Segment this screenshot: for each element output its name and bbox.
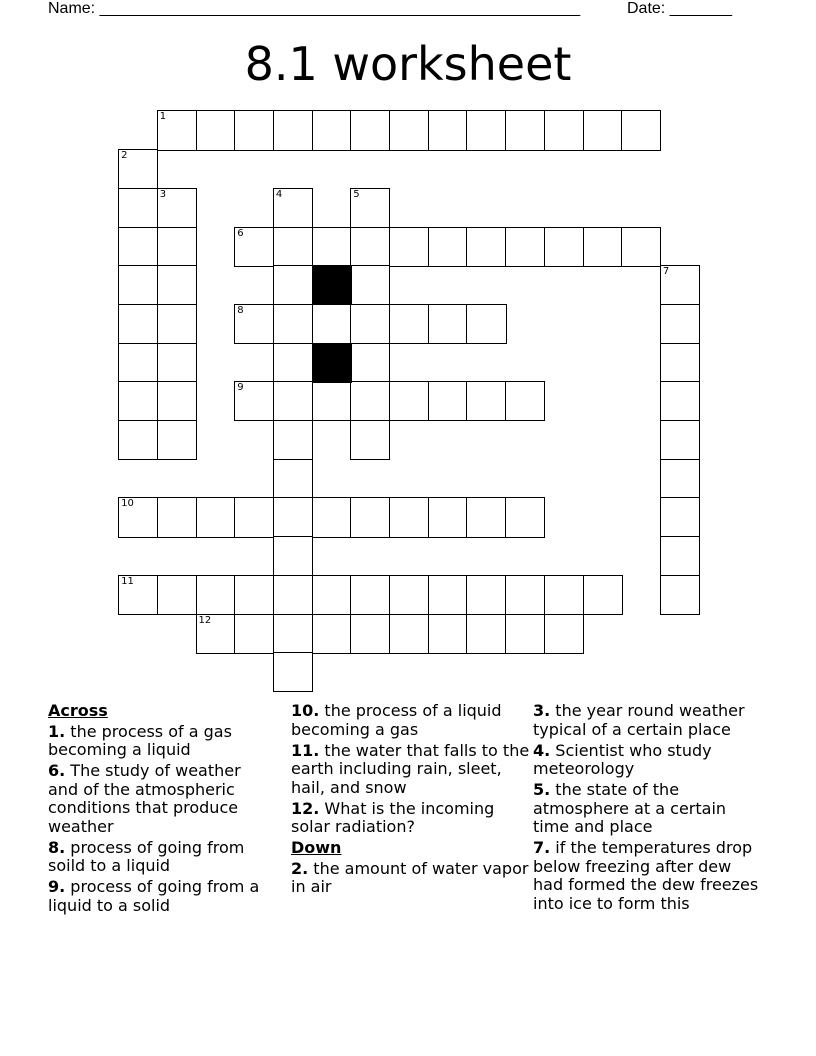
clue-number: 5.: [533, 780, 551, 799]
grid-cell[interactable]: [157, 304, 197, 344]
grid-cell[interactable]: [350, 575, 390, 615]
grid-cell[interactable]: [273, 459, 313, 499]
grid-cell[interactable]: [466, 304, 506, 344]
grid-cell[interactable]: [544, 575, 584, 615]
clue-across-12: [291, 800, 531, 837]
grid-cell[interactable]: [505, 381, 545, 421]
grid-cell[interactable]: [196, 497, 236, 537]
grid-cell[interactable]: [466, 381, 506, 421]
grid-cell[interactable]: [389, 614, 429, 654]
grid-cell[interactable]: [466, 110, 506, 150]
grid-cell[interactable]: [660, 497, 700, 537]
grid-cell[interactable]: [312, 110, 352, 150]
grid-cell[interactable]: [660, 381, 700, 421]
clue-down-3: [533, 702, 763, 739]
clue-text: process of going from soild to a liquid: [48, 837, 245, 875]
grid-cell[interactable]: [660, 343, 700, 383]
clue-text: process of going from a liquid to a solid: [48, 877, 260, 915]
clue-text: the process of a gas becoming a liquid: [48, 721, 232, 759]
grid-cell[interactable]: [118, 149, 158, 189]
grid-cell[interactable]: [273, 420, 313, 460]
clue-across-10: [291, 702, 531, 739]
grid-cell[interactable]: [273, 227, 313, 267]
clue-number-label: 11: [121, 575, 134, 587]
grid-cell[interactable]: [583, 575, 623, 615]
grid-cell[interactable]: [273, 536, 313, 576]
grid-cell[interactable]: [273, 497, 313, 537]
clue-down-7: [533, 839, 763, 913]
grid-cell[interactable]: [544, 614, 584, 654]
grid-cell[interactable]: [157, 227, 197, 267]
clue-number-label: 6: [237, 227, 244, 239]
clue-number: 10.: [291, 701, 320, 720]
clue-text: Scientist who study meteorology: [533, 740, 712, 778]
clue-text: the process of a liquid becoming a gas: [291, 701, 502, 739]
grid-cell[interactable]: [118, 304, 158, 344]
grid-cell[interactable]: [118, 381, 158, 421]
grid-cell[interactable]: [234, 110, 274, 150]
grid-cell[interactable]: [389, 304, 429, 344]
grid-cell[interactable]: [273, 343, 313, 383]
page-title: 8.1 worksheet: [244, 37, 572, 91]
grid-cell[interactable]: [660, 575, 700, 615]
grid-cell[interactable]: [312, 304, 352, 344]
clue-number-label: 9: [237, 382, 244, 394]
grid-cell[interactable]: [544, 227, 584, 267]
clues-column-2: [291, 702, 531, 899]
clue-number-label: 4: [275, 188, 283, 200]
grid-cell[interactable]: [196, 614, 236, 654]
clue-number-label: 8: [237, 304, 244, 316]
clue-text: the water that falls to the earth including rain, sleet, hail, and snow: [291, 740, 530, 797]
grid-cell[interactable]: [312, 575, 352, 615]
grid-cell[interactable]: [660, 420, 700, 460]
clues-column-1: [48, 702, 273, 918]
grid-cell[interactable]: [428, 575, 468, 615]
grid-cell[interactable]: [157, 420, 197, 460]
grid-cell[interactable]: [505, 227, 545, 267]
grid-cell[interactable]: [234, 575, 274, 615]
grid-cell[interactable]: [312, 497, 352, 537]
grid-cell[interactable]: [350, 497, 390, 537]
grid-cell[interactable]: [583, 227, 623, 267]
grid-cell[interactable]: [350, 304, 390, 344]
clue-text: What is the incoming solar radiation?: [291, 798, 495, 836]
clue-number: 7.: [533, 838, 551, 857]
clue-text: The study of weather and of the atmospheric conditions that produce weather: [48, 761, 241, 836]
clue-text: if the temperatures drop below freezing after dew had formed the dew freezes into ice to form this: [533, 838, 759, 913]
clue-down-5: [533, 781, 763, 837]
grid-cell[interactable]: [428, 110, 468, 150]
grid-cell[interactable]: [273, 614, 313, 654]
clue-number: 6.: [48, 761, 66, 780]
grid-cell[interactable]: [389, 381, 429, 421]
grid-cell[interactable]: [234, 227, 274, 267]
clue-across-9: [48, 878, 273, 915]
black-square: [312, 265, 352, 305]
grid-cell[interactable]: [428, 304, 468, 344]
clue-number: 12.: [291, 798, 320, 818]
grid-cell[interactable]: [350, 265, 390, 305]
down-heading: Down: [291, 838, 342, 857]
clue-down-2: [291, 860, 531, 897]
grid-cell[interactable]: [350, 110, 390, 150]
grid-cell[interactable]: [273, 188, 313, 228]
clue-number-label: 2: [121, 150, 128, 162]
clue-text: the year round weather typical of a certain place: [533, 701, 745, 739]
grid-cell[interactable]: [544, 110, 584, 150]
grid-cell[interactable]: [350, 227, 390, 267]
grid-cell[interactable]: [660, 536, 700, 576]
grid-cell[interactable]: [118, 188, 158, 228]
clue-number-label: 10: [121, 498, 134, 510]
grid-cell[interactable]: [157, 188, 197, 228]
grid-cell[interactable]: [234, 381, 274, 421]
name-field-label: Name: ______________________________________________________: [48, 0, 581, 17]
grid-cell[interactable]: [273, 652, 313, 692]
grid-cell[interactable]: [350, 420, 390, 460]
clue-number-label: 7: [662, 266, 670, 278]
grid-cell[interactable]: [389, 575, 429, 615]
grid-cell[interactable]: [505, 575, 545, 615]
grid-cell[interactable]: [660, 304, 700, 344]
clue-number: 3.: [533, 701, 551, 720]
grid-cell[interactable]: [118, 265, 158, 305]
clue-number: 4.: [533, 740, 551, 760]
grid-cell[interactable]: [350, 188, 390, 228]
grid-cell[interactable]: [660, 459, 700, 499]
grid-cell[interactable]: [583, 110, 623, 150]
grid-cell[interactable]: [118, 227, 158, 267]
grid-cell[interactable]: [273, 110, 313, 150]
grid-cell[interactable]: [505, 497, 545, 537]
clue-number-label: 3: [159, 188, 167, 200]
grid-cell[interactable]: [466, 227, 506, 267]
clue-text: the state of the atmosphere at a certain time and place: [533, 780, 727, 836]
clue-number: 2.: [291, 858, 309, 878]
grid-cell[interactable]: [466, 497, 506, 537]
grid-cell[interactable]: [350, 343, 390, 383]
grid-cell[interactable]: [196, 110, 236, 150]
grid-cell[interactable]: [118, 420, 158, 460]
grid-cell[interactable]: [428, 227, 468, 267]
grid-cell[interactable]: [157, 110, 197, 150]
grid-cell[interactable]: [273, 265, 313, 305]
clue-number: 9.: [48, 877, 66, 896]
clue-across-11: [291, 742, 531, 798]
grid-cell[interactable]: [389, 227, 429, 267]
clue-text: the amount of water vapor in air: [291, 858, 529, 896]
grid-cell[interactable]: [273, 575, 313, 615]
grid-cell[interactable]: [660, 265, 700, 305]
grid-cell[interactable]: [350, 614, 390, 654]
grid-cell[interactable]: [157, 497, 197, 537]
across-heading: Across: [48, 701, 108, 720]
grid-cell[interactable]: [273, 304, 313, 344]
clue-number-label: 12: [198, 614, 212, 626]
grid-cell[interactable]: [273, 381, 313, 421]
clue-number: 11.: [291, 740, 320, 760]
grid-cell[interactable]: [428, 614, 468, 654]
grid-cell[interactable]: [157, 265, 197, 305]
grid-cell[interactable]: [621, 227, 661, 267]
grid-cell[interactable]: [118, 343, 158, 383]
clue-number: 8.: [48, 837, 66, 857]
clue-number-label: 5: [353, 188, 360, 200]
grid-cell[interactable]: [312, 227, 352, 267]
clue-across-6: [48, 762, 273, 836]
black-square: [312, 343, 352, 383]
date-field-label: Date: _______: [627, 0, 732, 17]
clue-number-label: 1: [159, 111, 167, 123]
grid-cell[interactable]: [157, 343, 197, 383]
grid-cell[interactable]: [466, 575, 506, 615]
grid-cell[interactable]: [350, 381, 390, 421]
grid-cell[interactable]: [621, 110, 661, 150]
grid-cell[interactable]: [234, 614, 274, 654]
grid-cell[interactable]: [157, 575, 197, 615]
clue-across-1: [48, 723, 273, 760]
grid-cell[interactable]: [389, 110, 429, 150]
grid-cell[interactable]: [234, 304, 274, 344]
grid-cell[interactable]: [234, 497, 274, 537]
clue-across-8: [48, 839, 273, 876]
grid-cell[interactable]: [389, 497, 429, 537]
clue-down-4: [533, 742, 763, 779]
clues-column-3: [533, 702, 763, 916]
grid-cell[interactable]: [118, 575, 158, 615]
grid-cell[interactable]: [428, 497, 468, 537]
grid-cell[interactable]: [196, 575, 236, 615]
grid-cell[interactable]: [505, 614, 545, 654]
grid-cell[interactable]: [428, 381, 468, 421]
grid-cell[interactable]: [466, 614, 506, 654]
grid-cell[interactable]: [118, 497, 158, 537]
grid-cell[interactable]: [505, 110, 545, 150]
grid-cell[interactable]: [157, 381, 197, 421]
grid-cell[interactable]: [312, 381, 352, 421]
grid-cell[interactable]: [312, 614, 352, 654]
clue-number: 1.: [48, 721, 66, 741]
